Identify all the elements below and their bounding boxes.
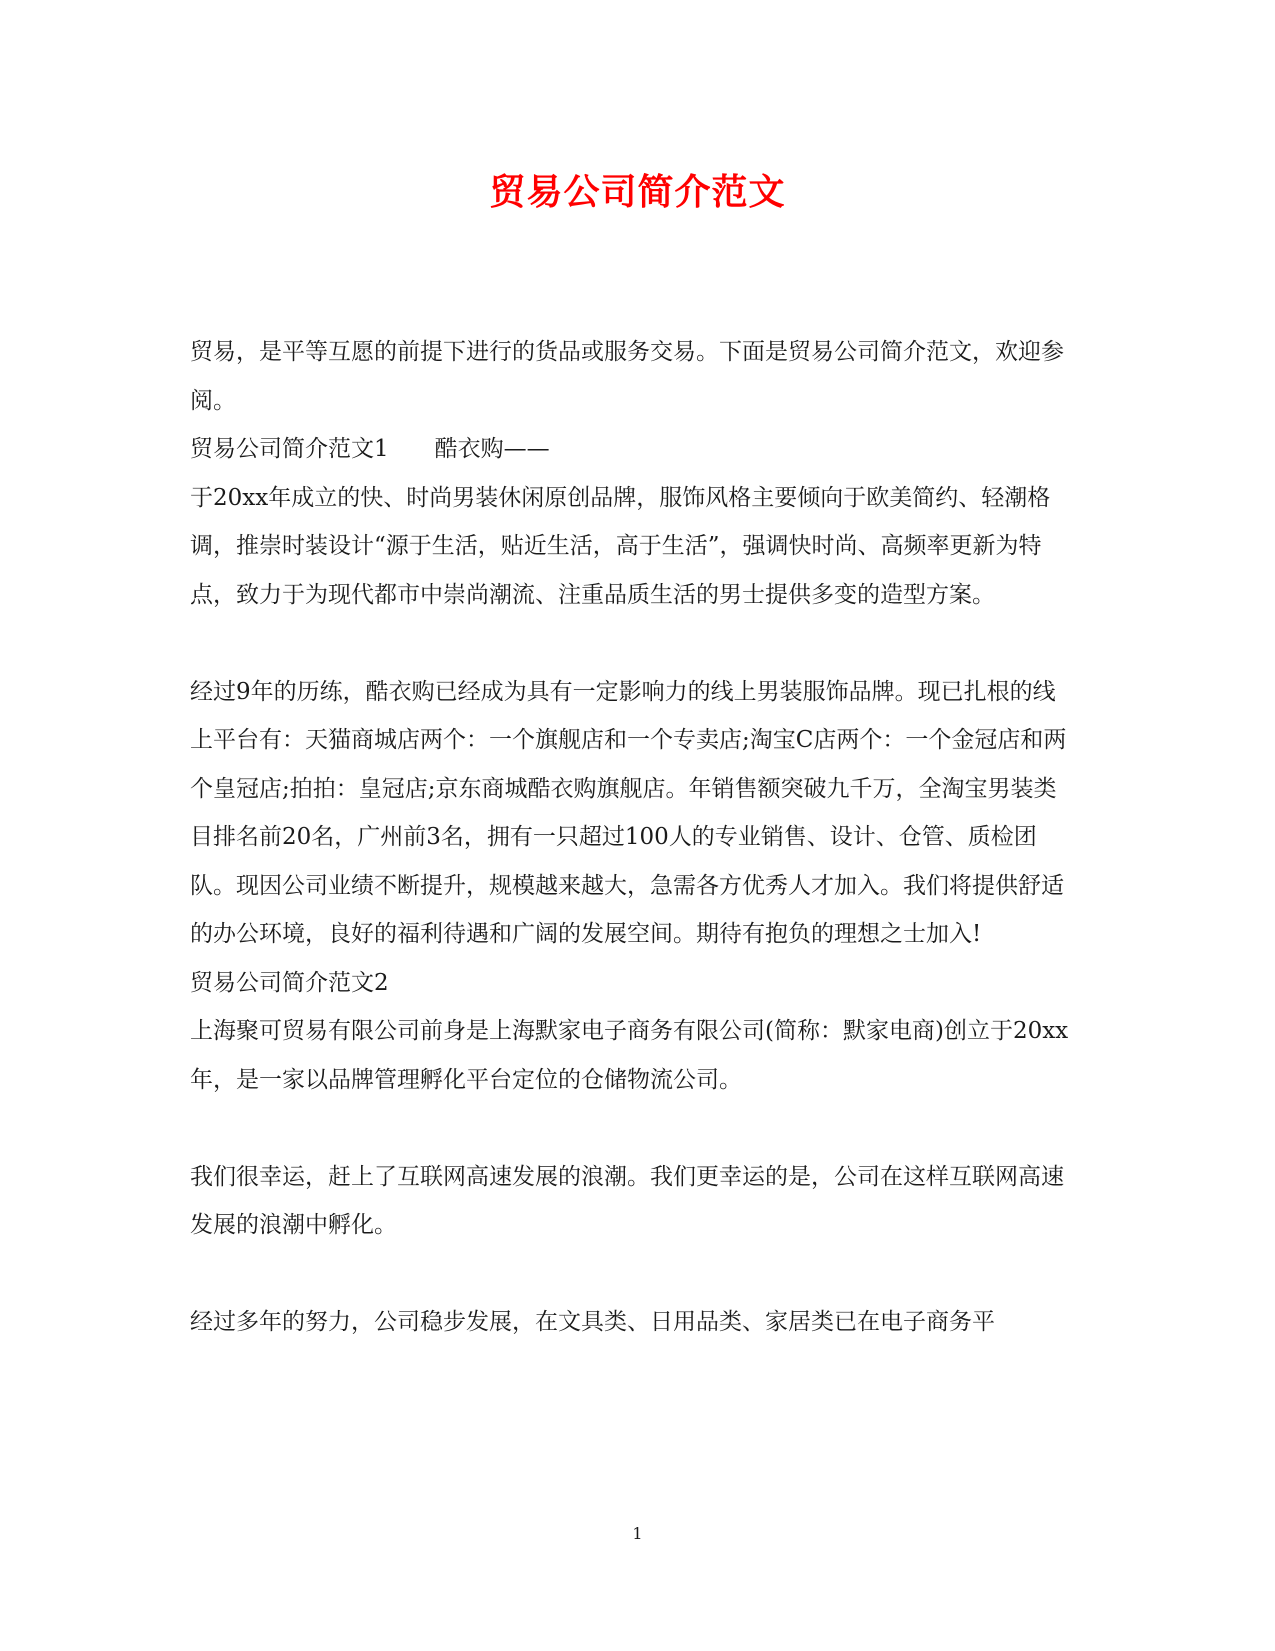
blank-line [190, 619, 1078, 668]
page-number: 1 [632, 1524, 643, 1543]
document-title: 贸易公司简介范文 [489, 171, 786, 213]
section2-paragraph-3: 经过多年的努力，公司稳步发展，在文具类、日用品类、家居类已在电子商务平 [190, 1309, 995, 1335]
section2-heading: 贸易公司简介范文2 [190, 969, 389, 996]
section1-paragraph-1: 于20xx年成立的快、时尚男装休闲原创品牌，服饰风格主要倾向于欧美简约、轻潮格调，推崇时装设计“源于生活，贴近生活，高于生活”，强调快时尚、高频率更新为特点，致力于为现代都市中崇尚潮流、注重品质生活的男士提供多变的造型方案。 [190, 484, 1051, 608]
intro-paragraph: 贸易，是平等互愿的前提下进行的货品或服务交易。下面是贸易公司简介范文，欢迎参阅。 [190, 339, 1064, 414]
blank-line [190, 1250, 1078, 1299]
section1-heading-line [190, 425, 1078, 474]
section2-paragraph-1: 上海聚可贸易有限公司前身是上海默家电子商务有限公司(简称：默家电商)创立于20xx年，是一家以品牌管理孵化平台定位的仓储物流公司。 [190, 1018, 1069, 1093]
section2-paragraph-2: 我们很幸运，赶上了互联网高速发展的浪潮。我们更幸运的是，公司在这样互联网高速发展的浪潮中孵化。 [190, 1163, 1064, 1238]
section1-paragraph-2: 经过9年的历练，酷衣购已经成为具有一定影响力的线上男装服饰品牌。现已扎根的线上平台有：天猫商城店两个：一个旗舰店和一个专卖店;淘宝C店两个：一个金冠店和两个皇冠店;拍拍：皇冠店;京东商城酷衣购旗舰店。年销售额突破九千万，全淘宝男装类目排名前20名，广州前3名，拥有一只超过100人的专业销售、设计、仓管、质检团队。现因公司业绩不断提升，规模越来越大，急需各方优秀人才加入。我们将提供舒适的办公环境，良好的福利待遇和广阔的发展空间。期待有抱负的理想之士加入! [190, 678, 1067, 947]
document-body [190, 328, 1078, 1347]
section1-heading: 贸易公司简介范文1 [190, 436, 389, 462]
section1-brand: 酷衣购—— [434, 436, 550, 462]
blank-line [190, 1104, 1078, 1153]
